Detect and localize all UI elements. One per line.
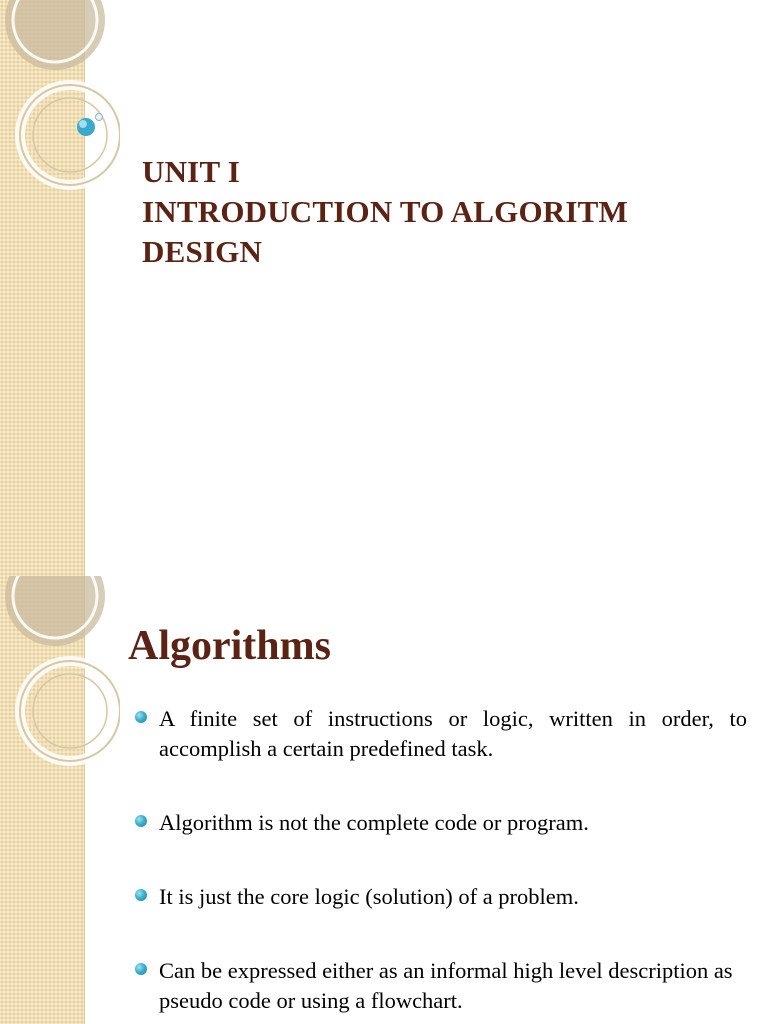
- slide-heading: Algorithms: [128, 623, 331, 669]
- bullet-list: [135, 704, 747, 1016]
- side-band-texture: [0, 576, 85, 1024]
- bullet-text: It is just the core logic (solution) of a problem.: [159, 884, 579, 909]
- title-line: DESIGN: [142, 234, 263, 269]
- bullet-icon: [135, 963, 147, 975]
- bullet-text: Algorithm is not the complete code or program.: [159, 810, 589, 835]
- bullet-icon: [135, 711, 147, 723]
- side-band-texture: [0, 0, 85, 576]
- title-line: INTRODUCTION TO ALGORITM: [142, 194, 628, 229]
- bullet-icon: [135, 815, 147, 827]
- list-item: [135, 808, 747, 838]
- slide-algorithms: [0, 576, 768, 1024]
- bullet-icon: [135, 889, 147, 901]
- title-line: UNIT I: [142, 154, 240, 189]
- list-item: [135, 704, 747, 764]
- bullet-text: A finite set of instructions or logic, written in order, to accomplish a certain predefined task.: [159, 706, 747, 761]
- bullet-text: Can be expressed either as an informal high level description as pseudo code or using a flowchart.: [159, 958, 733, 1013]
- slide-title-text: [142, 152, 628, 272]
- list-item: [135, 956, 747, 1016]
- list-item: [135, 882, 747, 912]
